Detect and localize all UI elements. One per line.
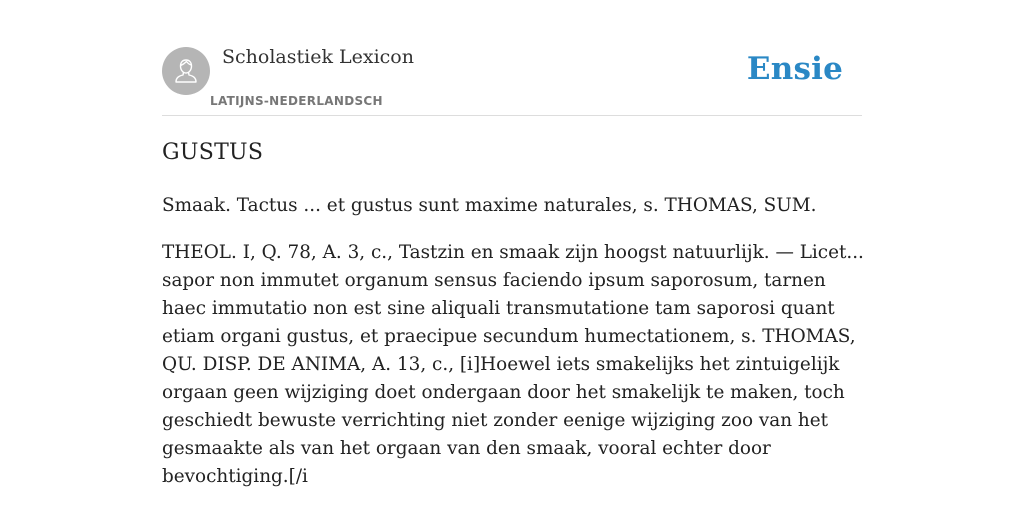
entry-paragraph: THEOL. I, Q. 78, A. 3, c., Tastzin en smaak zijn hoogst natuurlijk. — Licet... sapor non immutet organum sensus faciendo ipsum saporosum, tarnen haec immutatio non est sine aliquali transmutatione tam saporosi quant etiam organi gustus, et praecipue secundum humectationem, s. THOMAS, QU. DISP. DE ANIMA, A. 13, c., [i]Hoewel iets smakelijks het zintuigelijk orgaan geen wijziging doet ondergaan door het smakelijk te maken, toch geschiedt bewuste verrichting niet zonder eenige wijziging zoo van het gesmaakte als van het orgaan van den smaak, vooral echter door bevochtiging.[/i [162, 242, 864, 487]
source-subtitle: LATIJNS-NEDERLANDSCH [210, 94, 383, 108]
entry-paragraph: Smaak. Tactus ... et gustus sunt maxime naturales, s. THOMAS, SUM. [162, 195, 817, 216]
source-title[interactable]: Scholastiek Lexicon [222, 46, 414, 68]
brand-logo[interactable]: Ensie [746, 51, 843, 87]
page-container [162, 0, 864, 487]
user-silhouette-icon [171, 56, 201, 86]
entry-title: GUSTUS [162, 140, 264, 165]
source-header [162, 0, 862, 116]
avatar[interactable] [162, 47, 210, 95]
